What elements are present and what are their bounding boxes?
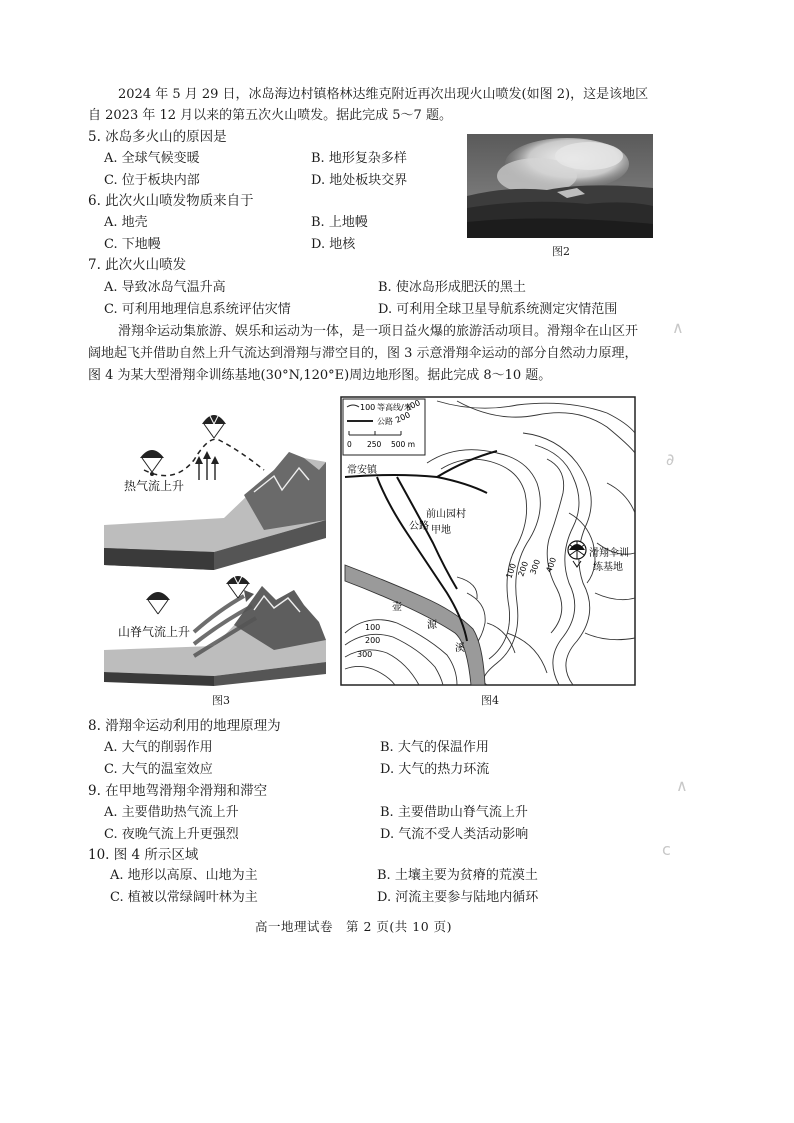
page-footer: 高一地理试卷 第 2 页(共 10 页)	[255, 919, 453, 934]
base-label-1: 滑翔伞训	[589, 548, 629, 559]
q5-option-a[interactable]: A. 全球气候变暖	[104, 151, 200, 166]
legend-contour-value: 100	[360, 403, 376, 412]
passage2-line-1: 滑翔伞运动集旅游、娱乐和运动为一体，是一项日益火爆的旅游活动项目。滑翔伞在山区开	[118, 324, 639, 339]
contour-label-300-top: 300	[404, 398, 422, 413]
q7-option-d[interactable]: D. 可利用全球卫星导航系统测定灾情范围	[378, 302, 618, 317]
q10-option-a[interactable]: A. 地形以高原、山地为主	[110, 868, 258, 883]
bleed-mark: ∧	[672, 318, 684, 337]
q6-option-d[interactable]: D. 地核	[311, 237, 356, 252]
q5-stem: 5. 冰岛多火山的原因是	[88, 129, 227, 145]
q9-option-a[interactable]: A. 主要借助热气流上升	[104, 805, 239, 820]
passage2-line-2: 阔地起飞并借助自然上升气流达到滑翔与滞空目的，图 3 示意滑翔伞运动的部分自然动力原理，	[88, 346, 638, 361]
paraglider-icon	[202, 412, 226, 438]
q10-option-b[interactable]: B. 土壤主要为贫瘠的荒漠土	[377, 868, 538, 883]
figure-3	[104, 400, 326, 686]
q8-option-b[interactable]: B. 大气的保温作用	[380, 740, 489, 755]
contour-label-200-top: 200	[394, 410, 412, 425]
road-label: 公路	[409, 521, 429, 532]
figure-4-map	[337, 393, 639, 689]
contour-label-400: 400	[544, 556, 559, 574]
q6-option-a[interactable]: A. 地壳	[104, 215, 148, 230]
scale-0: 0	[347, 440, 352, 449]
intro-line-1: 2024 年 5 月 29 日，冰岛海边村镇格林达维克附近再次出现火山喷发(如图 2)，这是该地区	[118, 87, 649, 102]
fig4-caption: 图4	[481, 694, 499, 707]
q10-option-d[interactable]: D. 河流主要参与陆地内循环	[377, 890, 539, 905]
river-label-1: 壶	[392, 602, 402, 613]
contour-label-100-left: 100	[365, 623, 381, 632]
q5-option-d[interactable]: D. 地处板块交界	[311, 173, 408, 188]
figure-4-graphic	[337, 393, 639, 689]
volcano-photo	[467, 134, 653, 238]
q8-option-c[interactable]: C. 大气的温室效应	[104, 762, 213, 777]
q10-stem: 10. 图 4 所示区域	[88, 847, 199, 863]
passage2-line-3: 图 4 为某大型滑翔伞训练基地(30°N,120°E)周边地形图。据此完成 8～10 题。	[88, 368, 552, 383]
q5-option-b[interactable]: B. 地形复杂多样	[311, 151, 407, 166]
q9-option-c[interactable]: C. 夜晚气流上升更强烈	[104, 827, 239, 842]
q6-option-b[interactable]: B. 上地幔	[311, 215, 368, 230]
q8-stem: 8. 滑翔伞运动利用的地理原理为	[88, 718, 281, 734]
q7-option-a[interactable]: A. 导致冰岛气温升高	[104, 280, 226, 295]
q9-stem: 9. 在甲地驾滑翔伞滑翔和滞空	[88, 783, 268, 799]
legend-contour: 等高线/米	[377, 403, 412, 412]
q8-option-d[interactable]: D. 大气的热力环流	[380, 762, 490, 777]
paraglider-icon	[140, 450, 164, 476]
bleed-mark: ⅽ	[662, 840, 671, 859]
figure-3-graphic	[104, 400, 326, 686]
village-label: 前山园村	[426, 509, 466, 520]
q9-option-d[interactable]: D. 气流不受人类活动影响	[380, 827, 529, 842]
q7-option-b[interactable]: B. 使冰岛形成肥沃的黑土	[378, 280, 526, 295]
q6-option-c[interactable]: C. 下地幔	[104, 237, 161, 252]
contour-label-300-left: 300	[357, 650, 373, 659]
site-jia-label: 甲地	[431, 525, 451, 536]
q6-stem: 6. 此次火山喷发物质来自于	[88, 193, 254, 209]
bleed-mark: ∧	[676, 776, 688, 795]
contour-label-200-left: 200	[365, 636, 381, 645]
contour-label-200: 200	[516, 560, 531, 578]
river-label-3: 溪	[455, 643, 465, 654]
fig2-caption: 图2	[552, 245, 570, 258]
river-label-2: 源	[427, 620, 437, 631]
q7-stem: 7. 此次火山喷发	[88, 257, 187, 273]
ridge-label: 山脊气流上升	[118, 625, 191, 639]
paraglider-icon	[146, 592, 170, 614]
q5-option-c[interactable]: C. 位于板块内部	[104, 173, 200, 188]
legend-road: 公路	[377, 417, 393, 426]
q10-option-c[interactable]: C. 植被以常绿阔叶林为主	[110, 890, 258, 905]
town-label: 常安镇	[347, 465, 377, 476]
contour-label-300: 300	[528, 558, 543, 576]
bleed-mark: ∂	[666, 450, 675, 469]
q7-option-c[interactable]: C. 可利用地理信息系统评估灾情	[104, 302, 291, 317]
fig3-caption: 图3	[212, 694, 230, 707]
scale-250: 250	[367, 440, 382, 449]
intro-line-2: 自 2023 年 12 月以来的第五次火山喷发。据此完成 5～7 题。	[88, 108, 452, 123]
thermal-label: 热气流上升	[124, 479, 185, 493]
q9-option-b[interactable]: B. 主要借助山脊气流上升	[380, 805, 528, 820]
volcano-photo-graphic	[467, 134, 653, 238]
scale-500: 500 m	[391, 440, 416, 449]
base-label-2: 练基地	[593, 562, 623, 573]
contour-label-100: 100	[504, 562, 519, 580]
q8-option-a[interactable]: A. 大气的削弱作用	[104, 740, 213, 755]
